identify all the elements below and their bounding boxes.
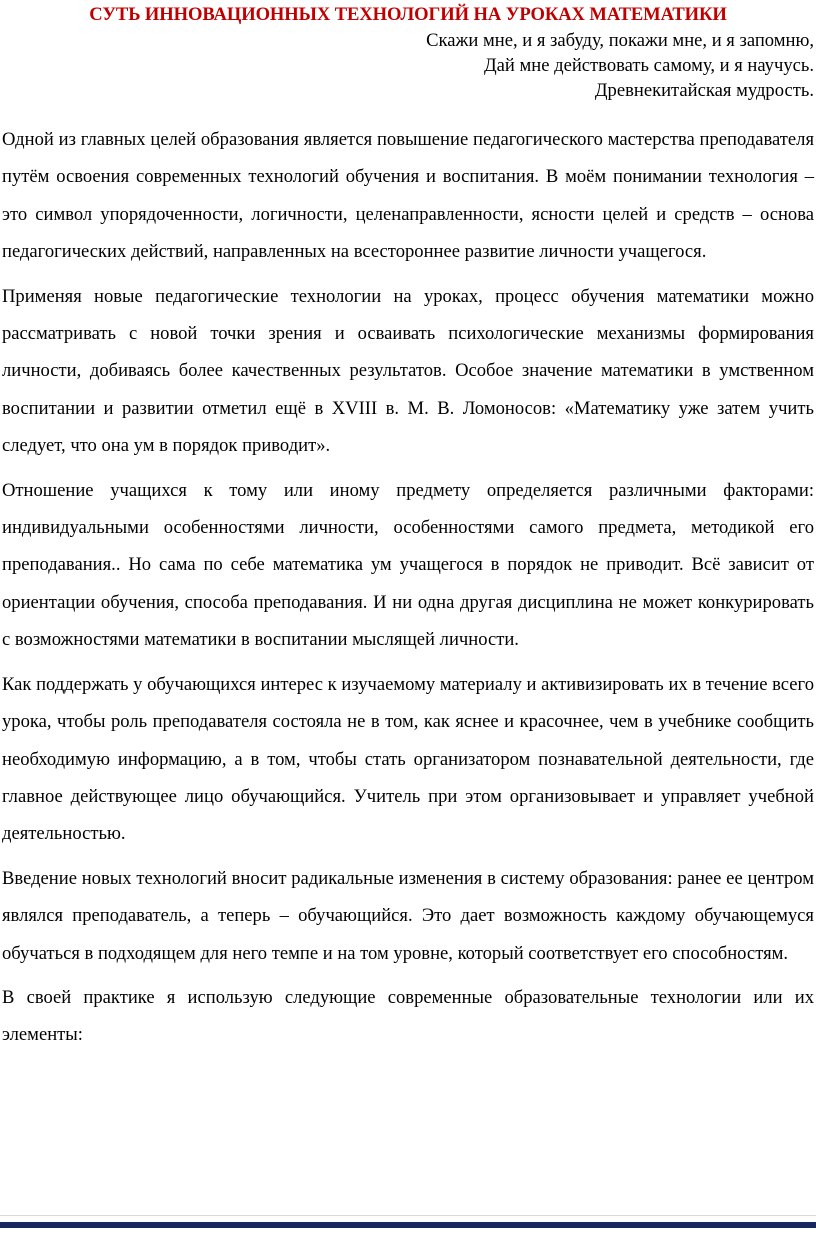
paragraph-5: Введение новых технологий вносит радикальные изменения в систему образования: ранее ее центром являлся преподаватель, а теперь – обучающийся. Это дает возможность каждому обучающемуся обучаться в подходящем для него темпе и на том уровне, который соответствует его способностям. (2, 867, 814, 964)
epigraph-line: Скажи мне, и я забуду, покажи мне, и я запомню, (426, 30, 814, 51)
epigraph-line: Дай мне действовать самому, и я научусь. (483, 55, 814, 76)
footer-divider (0, 1215, 816, 1216)
epigraph (114, 28, 814, 103)
document-body (2, 121, 814, 1061)
footer-bar (0, 1222, 816, 1228)
paragraph-2: Применяя новые педагогические технологии на уроках, процесс обучения математики можно рассматривать с новой точки зрения и осваивать психологические механизмы формирования личности, добиваясь более качественных результатов. Особое значение математики в умственном воспитании и развитии отметил ещё в XVIII в. М. В. Ломоносов: «Математику уже затем учить следует, что она ум в порядок приводит». (2, 285, 814, 457)
paragraph-3: Отношение учащихся к тому или иному предмету определяется различными факторами: индивидуальными особенностями личности, особенностями самого предмета, методикой его преподавания.. Но сама по себе математика ум учащегося в порядок не приводит. Всё зависит от ориентации обучения, способа преподавания. И ни одна другая дисциплина не может конкурировать с возможностями математики в воспитании мыслящей личности. (2, 479, 814, 651)
paragraph-1: Одной из главных целей образования является повышение педагогического мастерства преподавателя путём освоения современных технологий обучения и воспитания. В моём понимании технология – это символ упорядоченности, логичности, целенаправленности, ясности целей и средств – основа педагогических действий, направленных на всестороннее развитие личности учащегося. (2, 129, 814, 263)
epigraph-attribution: Древнекитайская мудрость. (594, 80, 814, 101)
document-title: СУТЬ ИННОВАЦИОННЫХ ТЕХНОЛОГИЙ НА УРОКАХ МАТЕМАТИКИ (89, 4, 727, 25)
paragraph-6: В своей практике я использую следующие современные образовательные технологии или их элементы: (2, 986, 814, 1046)
paragraph-4: Как поддержать у обучающихся интерес к изучаемому материалу и активизировать их в течение всего урока, чтобы роль преподавателя состояла не в том, как яснее и красочнее, чем в учебнике сообщить необходимую информацию, а в том, чтобы стать организатором познавательной деятельности, где главное действующее лицо обучающийся. Учитель при этом организовывает и управляет учебной деятельностью. (2, 673, 814, 845)
